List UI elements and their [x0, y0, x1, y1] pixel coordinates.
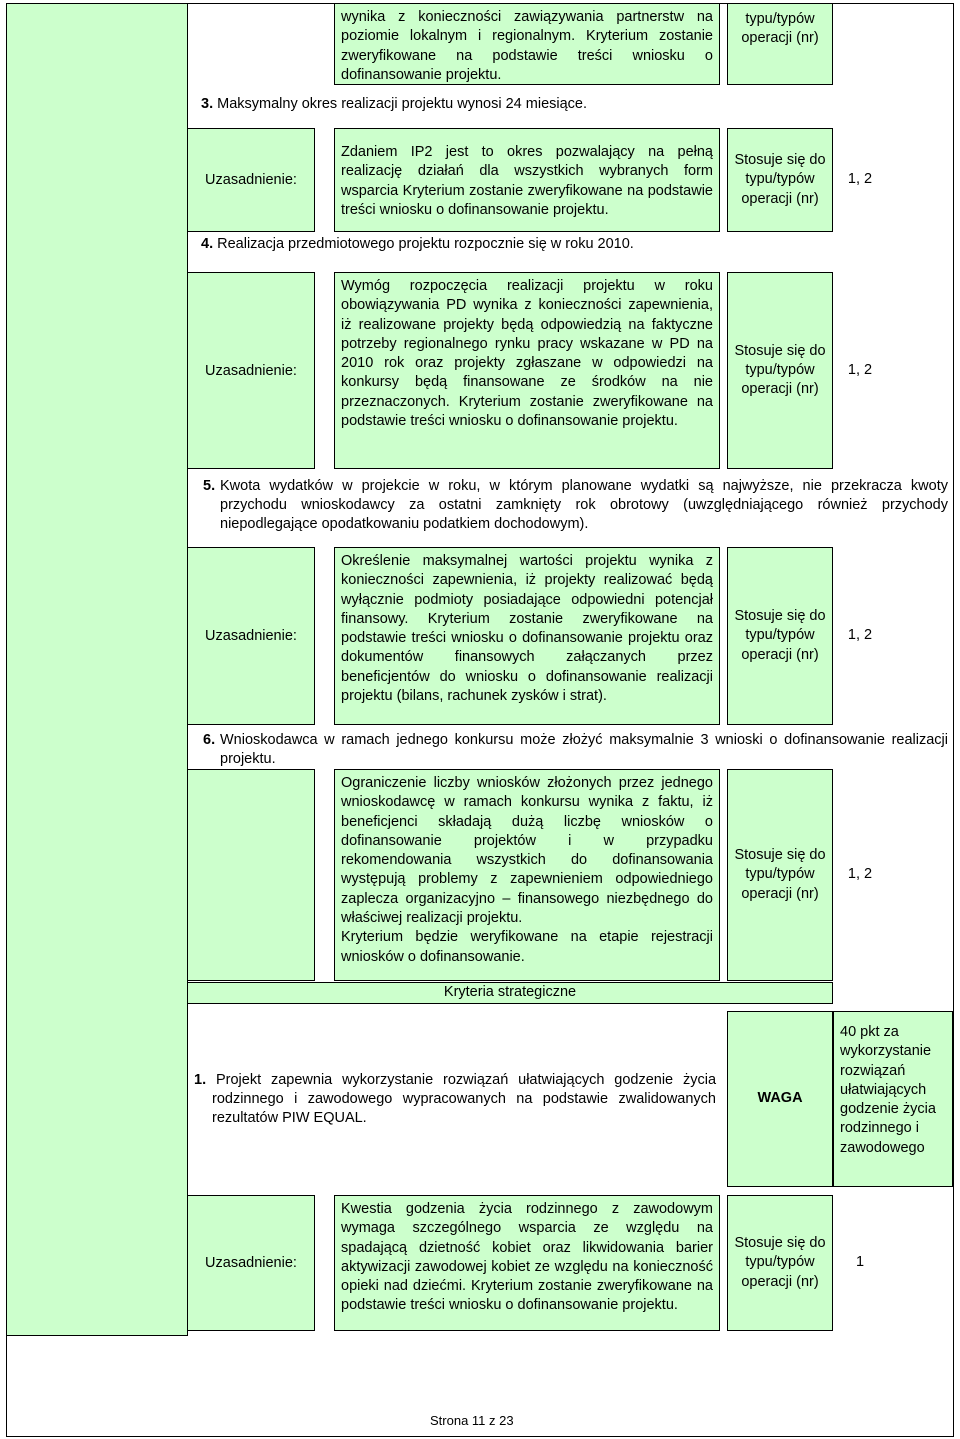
- criterion-0-applies: typu/typów operacji (nr): [727, 3, 833, 85]
- criterion-3-label: Uzasadnienie:: [187, 128, 315, 232]
- criterion-5-value: 1, 2: [847, 627, 873, 644]
- strategic-1-description: Kwestia godzenia życia rodzinnego z zawodowym wymaga szczególnego wsparcia ze względu na spadającą dzietność kobiet oraz likwidowania barier aktywizacji zawodowej kobiet ze względu na konieczność opieki nad dziećmi. Kryterium zostanie zweryfikowane na podstawie treści wniosku o dofinansowanie projektu.: [334, 1195, 720, 1331]
- criterion-6-applies: Stosuje się do typu/typów operacji (nr): [727, 769, 833, 981]
- strategic-1-text: 1. Projekt zapewnia wykorzystanie rozwiązań ułatwiających godzenie życia rodzinnego i zawodowego wypracowanych na podstawie zwalidowanych rezultatów PIW EQUAL.: [194, 1072, 717, 1126]
- criterion-4-heading: 4. Realizacja przedmiotowego projektu rozpocznie się w roku 2010.: [201, 236, 634, 252]
- criterion-5-applies: Stosuje się do typu/typów operacji (nr): [727, 547, 833, 725]
- criterion-6-description: Ograniczenie liczby wniosków złożonych przez jednego wnioskodawcę w ramach konkursu wynika z faktu, iż beneficjenci składają dużą liczbę wniosków o dofinansowanie projektów i w przypadku rekomendowania wszystkich do dofinansowania występują problemy z zapewnieniem odpowiedniego zaplecza organizacyjno – finansowego niezbędnego do właściwej realizacji projektu. Kryterium będzie weryfikowane na etapie rejestracji wniosków o dofinansowanie.: [334, 769, 720, 981]
- criterion-4-applies: Stosuje się do typu/typów operacji (nr): [727, 272, 833, 469]
- left-margin-column: [6, 3, 188, 1336]
- criterion-0-description: wynika z konieczności zawiązywania partnerstw na poziomie lokalnym i regionalnym. Kryterium zostanie zweryfikowane na podstawie treści wniosku o dofinansowanie projektu.: [334, 3, 720, 85]
- criterion-4-value: 1, 2: [847, 361, 873, 378]
- criterion-3-description: Zdaniem IP2 jest to okres pozwalający na pełną realizację działań dla wszystkich wybranych form wsparcia Kryterium zostanie zweryfikowane na podstawie treści wniosku o dofinansowanie projektu.: [334, 128, 720, 232]
- criterion-3-value: 1, 2: [847, 171, 873, 188]
- criterion-5-heading: 5. Kwota wydatków w projekcie w roku, w którym planowane wydatki są najwyższe, nie przekracza kwoty przychodu wnioskodawcy za ostatni zamknięty rok obrotowy (uwzględniającego również przychody niepodlegające opodatkowaniu podatkiem dochodowym).: [203, 478, 948, 532]
- criterion-4-description: Wymóg rozpoczęcia realizacji projektu w roku obowiązywania PD wynika z konieczności zapewnienia, iż realizowane projekty będą odpowiedzią na faktyczne potrzeby regionalnego rynku pracy wskazane w PD na 2010 rok oraz projekty zgłaszane w odpowiedzi na konkursy będą finansowane ze środków na nie przeznaczonych. Kryterium zostanie zweryfikowane na podstawie treści wniosku o dofinansowanie projektu.: [334, 272, 720, 469]
- page-footer: Strona 11 z 23: [430, 1413, 514, 1428]
- criterion-5-label: Uzasadnienie:: [187, 547, 315, 725]
- strategic-criteria-title: Kryteria strategiczne: [187, 982, 833, 1004]
- strategic-1-weight-label: WAGA: [727, 1011, 833, 1187]
- criterion-6-heading: 6. Wnioskodawca w ramach jednego konkursu może złożyć maksymalnie 3 wnioski o dofinansowanie realizacji projektu.: [203, 732, 948, 767]
- strategic-1-label: Uzasadnienie:: [187, 1195, 315, 1331]
- strategic-1-applies: Stosuje się do typu/typów operacji (nr): [727, 1195, 833, 1331]
- criterion-6-value: 1, 2: [847, 866, 873, 883]
- criterion-3-applies: Stosuje się do typu/typów operacji (nr): [727, 128, 833, 232]
- strategic-1-weight-value: 40 pkt za wykorzystanie rozwiązań ułatwiających godzenie życia rodzinnego i zawodowego: [833, 1011, 953, 1187]
- criterion-6-label: [187, 769, 315, 981]
- criterion-4-label: Uzasadnienie:: [187, 272, 315, 469]
- criterion-3-heading: 3. Maksymalny okres realizacji projektu wynosi 24 miesiące.: [201, 96, 588, 112]
- criterion-5-description: Określenie maksymalnej wartości projektu wynika z konieczności zapewnienia, iż projekty realizować będą wyłącznie podmioty posiadające odpowiedni potencjał finansowy. Kryterium zostanie zweryfikowane na podstawie treści wniosku o dofinansowanie projektu oraz dokumentów finansowych załączanych przez beneficjentów do wniosku o dofinansowanie realizacji projektu (bilans, rachunek zysków i strat).: [334, 547, 720, 725]
- strategic-1-value: 1: [855, 1254, 865, 1271]
